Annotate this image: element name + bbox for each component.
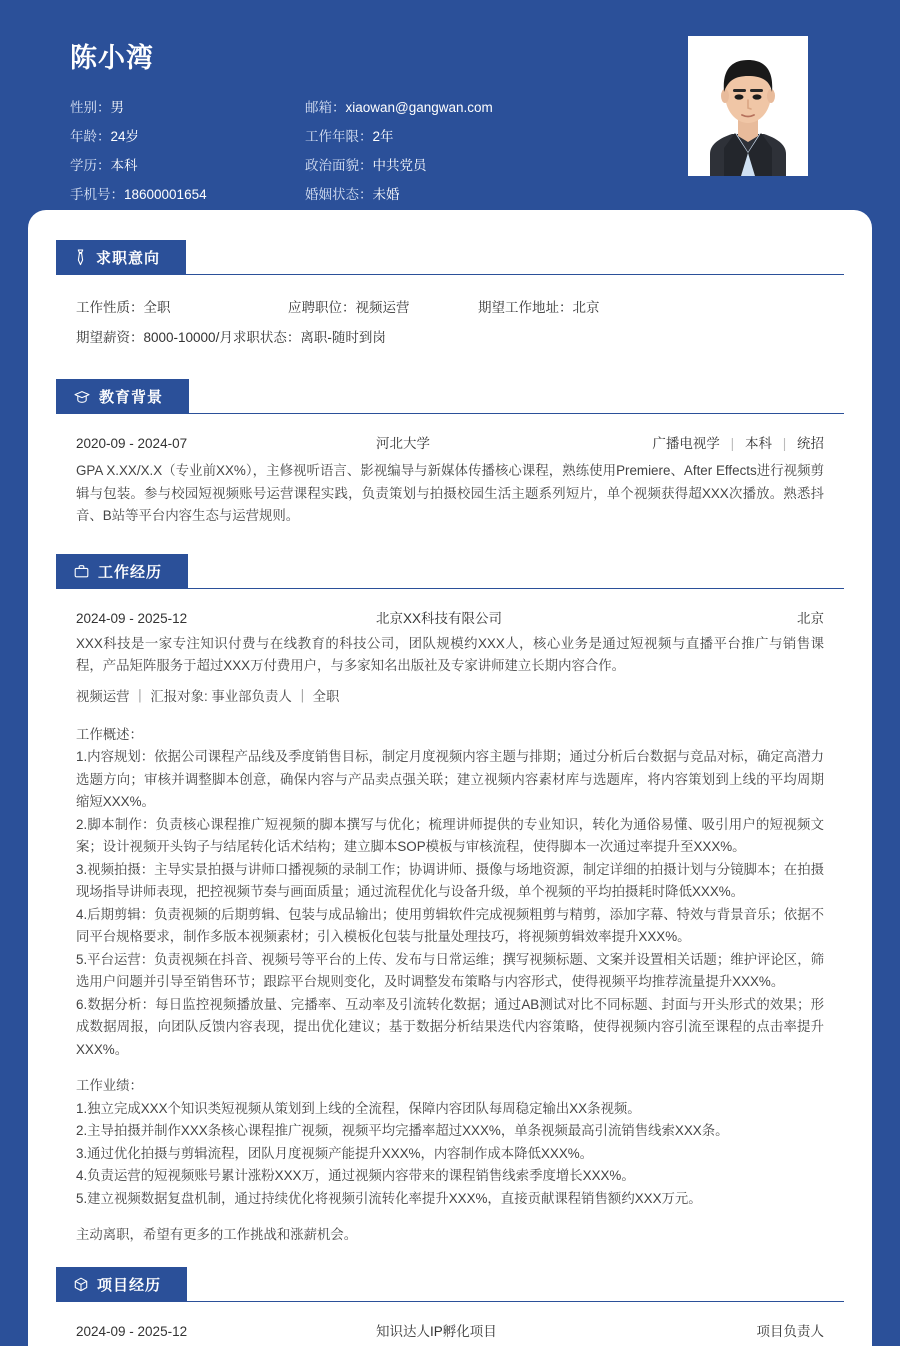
section-title-project-experience: 项目经历 [97, 1276, 162, 1294]
work-achievements-list [76, 1098, 824, 1211]
info-email-label: 邮箱： [305, 100, 346, 115]
candidate-name: 陈小湾 [70, 43, 154, 73]
section-tab-job-intent [56, 240, 186, 275]
info-age-value: 24岁 [110, 129, 140, 144]
info-gender-value: 男 [110, 100, 124, 115]
section-body-project-experience [56, 1306, 844, 1340]
job-intent-salary-value: 8000-10000/月 [143, 330, 233, 345]
work-duty-item: 1.内容规划：依据公司课程产品线及季度销售目标，制定月度视频内容主题与排期；通过分析后台数据与竞品对标，确定高潜力选题方向；审核并调整脚本创意，确保内容与产品卖点强关联；建立视频内容素材库与选题库，将内容策划到上线的平均周期缩短XXX%。 [76, 749, 824, 809]
info-marital-status-label: 婚姻状态： [305, 187, 373, 202]
section-rule-education [189, 413, 844, 414]
job-intent-nature [76, 293, 288, 323]
work-duty-item: 6.数据分析：每日监控视频播放量、完播率、互动率及引流转化数据；通过AB测试对比不同标题、封面与开头形式的效果；形成数据周报，向团队反馈内容表现，提出优化建议；基于数据分析结果迭代内容策略，使得视频内容引流至课程的点击率提升XXX%。 [76, 996, 824, 1057]
work-achievements-title: 工作业绩： [76, 1078, 143, 1093]
separator: | [782, 436, 787, 451]
info-age-label: 年龄： [70, 129, 111, 144]
section-title-work-experience: 工作经历 [98, 563, 163, 581]
info-political-status-label: 政治面貌： [305, 158, 373, 173]
info-education-level-value: 本科 [110, 158, 138, 173]
section-body-work-experience [56, 593, 844, 1247]
section-project-experience [28, 1267, 872, 1340]
section-header-education [56, 379, 844, 414]
education-admission: 统招 [797, 436, 824, 451]
personal-info-column-right [305, 93, 645, 209]
work-achievement-item: 4.负责运营的短视频账号累计涨粉XXX万，通过视频内容带来的课程销售线索季度增长XXX%。 [76, 1168, 635, 1183]
info-email [305, 93, 645, 122]
job-intent-location-value: 北京 [572, 300, 600, 315]
spacer [28, 528, 872, 554]
work-duty-item: 3.视频拍摄：主导实景拍摄与讲师口播视频的录制工作；协调讲师、摄像与场地资源，制定详细的拍摄计划与分镜脚本；在拍摄现场指导讲师表现，把控视频节奏与画面质量；通过流程优化与设备升级，单个视频的平均拍摄耗时降低XXX%。 [76, 861, 824, 899]
tie-icon [74, 249, 87, 266]
education-school: 河北大学 [376, 436, 430, 451]
work-company: 北京XX科技有限公司 [376, 610, 503, 626]
info-phone [70, 180, 305, 209]
candidate-photo [688, 36, 808, 176]
work-date: 2024-09 - 2025-12 [76, 610, 188, 626]
project-name: 知识达人IP孵化项目 [376, 1323, 497, 1339]
info-age [70, 122, 305, 151]
job-intent-nature-label: 工作性质： [76, 300, 144, 315]
info-work-years-value: 2年 [372, 129, 394, 144]
info-education-level-label: 学历： [70, 158, 111, 173]
section-body-job-intent [56, 279, 844, 353]
section-education [28, 379, 872, 528]
info-education-level [70, 151, 305, 180]
info-political-status-value: 中共党员 [372, 158, 427, 173]
section-work-experience [28, 554, 872, 1247]
job-intent-position-value: 视频运营 [355, 300, 410, 315]
job-intent-nature-value: 全职 [143, 300, 171, 315]
job-intent-status-label: 求职状态： [232, 330, 301, 345]
work-company-intro: XXX科技是一家专注知识付费与在线教育的科技公司，团队规模约XXX人，核心业务是通过短视频与直播平台推广与销售课程，产品矩阵服务于超过XXX万付费用户，与多家知名出版社及专家讲师建立长期内容合作。 [76, 635, 824, 673]
info-email-value: xiaowan@gangwan.com [345, 100, 493, 115]
section-tab-education [56, 379, 189, 414]
section-rule-project-experience [187, 1301, 844, 1302]
graduation-cap-icon [74, 390, 90, 404]
section-body-education [56, 418, 844, 528]
work-achievement-item: 2.主导拍摄并制作XXX条核心课程推广视频，视频平均完播率超过XXX%，单条视频最高引流销售线索XXX条。 [76, 1123, 729, 1138]
work-achievement-item: 5.建立视频数据复盘机制，通过持续优化将视频引流转化率提升XXX%，直接贡献课程销售额约XXX万元。 [76, 1190, 702, 1206]
section-rule-job-intent [186, 274, 844, 275]
section-tab-work-experience [56, 554, 188, 589]
work-location: 北京 [797, 610, 824, 626]
job-intent-salary [76, 323, 233, 353]
briefcase-icon [74, 564, 89, 578]
resume-content-card [28, 210, 872, 1346]
job-intent-salary-label: 期望薪资： [76, 330, 144, 345]
work-role-line: 视频运营 ｜ 汇报对象: 事业部负责人 ｜ 全职 [76, 688, 340, 704]
project-entry-header [76, 1320, 824, 1340]
job-intent-status-value: 离职-随时到岗 [300, 330, 386, 345]
education-description: GPA X.XX/X.X（专业前XX%），主修视听语言、影视编导与新媒体传播核心课程，熟练使用Premiere、After Effects进行视频剪辑与包装。参与校园短视频账号运营课程实践，负责策划与拍摄校园生活主题系列短片，单个视频获得超XXX次播放。熟悉抖音、B站等平台内容生态与运营规则。 [76, 463, 824, 523]
project-role: 项目负责人 [756, 1323, 824, 1339]
job-intent-location [478, 293, 698, 323]
spacer [28, 353, 872, 379]
info-gender [70, 93, 305, 122]
work-duty-item: 5.平台运营：负责视频在抖音、视频号等平台的上传、发布与日常运维；撰写视频标题、文案并设置相关话题；维护评论区，筛选用户问题并引导至销售环节；跟踪平台规则变化，及时调整发布策略与内容形式，使得视频平均推荐流量提升XXX%。 [76, 951, 824, 989]
info-marital-status [305, 180, 645, 209]
job-intent-fields [76, 293, 824, 353]
project-date: 2024-09 - 2025-12 [76, 1323, 188, 1339]
resume-header [0, 0, 900, 210]
info-marital-status-value: 未婚 [372, 187, 400, 202]
section-tab-project-experience [56, 1267, 187, 1302]
education-major: 广播电视学 [652, 436, 720, 451]
job-intent-position [288, 293, 478, 323]
education-degree-info [652, 432, 824, 452]
cube-icon [74, 1277, 88, 1292]
work-entry-header [76, 607, 824, 627]
section-job-intent [28, 240, 872, 353]
work-duty-item: 4.后期剪辑：负责视频的后期剪辑、包装与成品输出；使用剪辑软件完成视频粗剪与精剪，添加字幕、特效与背景音乐；依据不同平台规格要求，制作多版本视频素材；引入模板化包装与批量处理技巧，将视频剪辑效率提升XXX%。 [76, 906, 824, 944]
separator: | [730, 436, 735, 451]
info-phone-value: 18600001654 [124, 187, 207, 202]
section-header-work-experience [56, 554, 844, 589]
info-work-years [305, 122, 645, 151]
info-phone-label: 手机号： [70, 187, 124, 202]
job-intent-status [233, 323, 445, 353]
info-work-years-label: 工作年限： [305, 129, 373, 144]
education-date: 2020-09 - 2024-07 [76, 436, 188, 451]
section-header-job-intent [56, 240, 844, 275]
work-duties-title: 工作概述： [76, 726, 143, 742]
work-duty-item: 2.脚本制作：负责核心课程推广短视频的脚本撰写与优化；梳理讲师提供的专业知识，转化为通俗易懂、吸引用户的短视频文案；设计视频开头钩子与结尾转化话术结构；建立脚本SOP模板与审核流程，使得脚本一次通过率提升至XXX%。 [76, 816, 824, 854]
section-title-education: 教育背景 [99, 389, 164, 406]
work-duties-list [76, 746, 824, 1061]
section-title-job-intent: 求职意向 [96, 250, 161, 267]
job-intent-location-label: 期望工作地址： [478, 300, 573, 315]
section-rule-work-experience [188, 588, 844, 589]
work-achievement-item: 3.通过优化拍摄与剪辑流程，团队月度视频产能提升XXX%，内容制作成本降低XXX%。 [76, 1145, 594, 1161]
education-entry-header [76, 432, 824, 452]
spacer [28, 1247, 872, 1267]
section-header-project-experience [56, 1267, 844, 1302]
personal-info-column-left [70, 93, 305, 209]
info-political-status [305, 151, 645, 180]
work-achievement-item: 1.独立完成XXX个知识类短视频从策划到上线的全流程，保障内容团队每周稳定输出XX条视频。 [76, 1100, 641, 1116]
job-intent-position-label: 应聘职位： [288, 300, 356, 315]
education-degree: 本科 [744, 436, 772, 451]
work-closing-note: 主动离职，希望有更多的工作挑战和涨薪机会。 [76, 1227, 358, 1242]
info-gender-label: 性别： [70, 100, 111, 115]
